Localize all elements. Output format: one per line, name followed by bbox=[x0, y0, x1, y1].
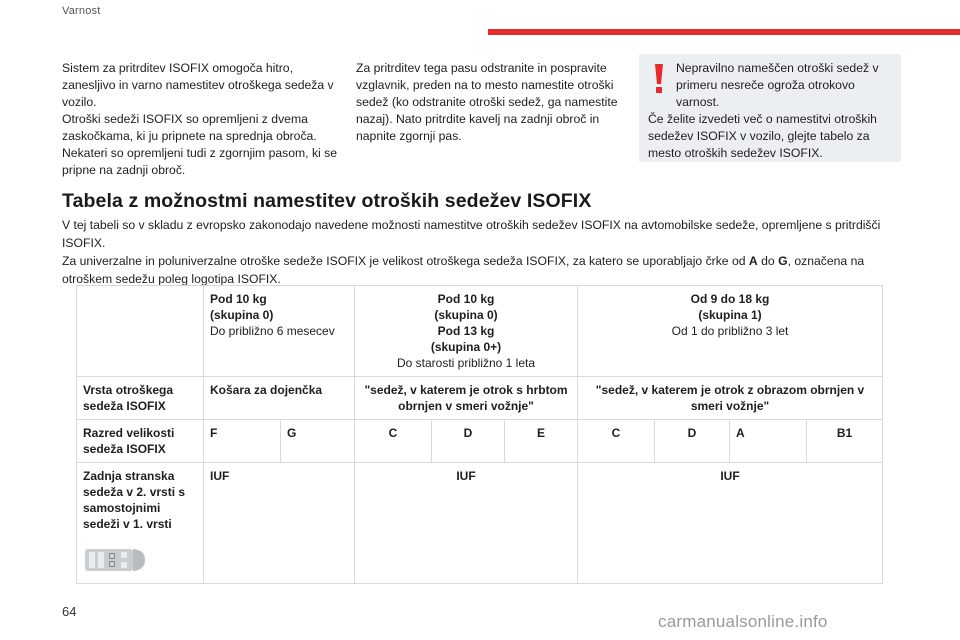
empty-header-cell bbox=[77, 286, 204, 377]
warning-text: Če želite izvedeti več o namestitvi otroških sedežev ISOFIX v vozilo, glejte tabelo za mesto otroških sedežev ISOFIX. bbox=[648, 112, 877, 160]
group-header-cell: Pod 10 kg (skupina 0) Do približno 6 mesecev bbox=[204, 286, 355, 377]
intro-paragraph: Nekateri so opremljeni tudi z zgornjim pasom, ki se pripne na zadnji obroč. bbox=[62, 146, 338, 177]
warning-box bbox=[639, 54, 901, 162]
table-cell: IUF bbox=[204, 463, 355, 584]
group-header-cell: Pod 10 kg (skupina 0) Pod 13 kg (skupina 0+) Do starosti približno 1 leta bbox=[355, 286, 578, 377]
section-header: Varnost bbox=[62, 5, 101, 17]
watermark: carmanualsonline.info bbox=[658, 612, 828, 631]
row-header: Zadnja stranska sedeža v 2. vrsti s samostojnimi sedeži v 1. vrsti bbox=[77, 463, 204, 584]
description-paragraph: V tej tabeli so v skladu z evropsko zakonodajo navedene možnosti namestitve otroških sedežev ISOFIX na avtomobilske sedeže, opremljene s pritrdišči ISOFIX. bbox=[62, 218, 881, 250]
van-seat-position-icon bbox=[83, 546, 197, 578]
section-title: Tabela z možnostmi namestitev otroških sedežev ISOFIX bbox=[62, 190, 592, 212]
intro-paragraph: Za pritrditev tega pasu odstranite in pospravite vzglavnik, preden na to mesto namestite otroški sedež (ko odstranite otroški sedež, ga namestite nazaj). Nato pritrdite kavelj na zadnji obroč in napnite zgornji pas. bbox=[356, 61, 618, 143]
table-cell: "sedež, v katerem je otrok s hrbtom obrnjen v smeri vožnje" bbox=[355, 377, 578, 420]
exclamation-icon bbox=[648, 62, 670, 96]
row-header: Razred velikosti sedeža ISOFIX bbox=[77, 420, 204, 463]
table-row-seat bbox=[77, 463, 883, 584]
isofix-table bbox=[76, 285, 883, 584]
intro-column-1 bbox=[62, 60, 342, 179]
intro-paragraph: Otroški sedeži ISOFIX so opremljeni z dvema zaskočkama, ki ju pripnete na sprednja obroča. bbox=[62, 112, 317, 143]
row-header: Vrsta otroškega sedeža ISOFIX bbox=[77, 377, 204, 420]
table-cell: C bbox=[578, 420, 655, 463]
group-header-cell: Od 9 do 18 kg (skupina 1) Od 1 do približno 3 let bbox=[578, 286, 883, 377]
section-description bbox=[62, 216, 902, 288]
header-accent-bar bbox=[488, 29, 960, 35]
table-cell: B1 bbox=[807, 420, 883, 463]
table-cell: IUF bbox=[578, 463, 883, 584]
description-paragraph: Za univerzalne in poluniverzalne otroške sedeže ISOFIX je velikost otroškega sedeža ISOFIX, za katero se uporabljajo črke od A do G, označena na otroškem sedežu poleg logotipa ISOFIX. bbox=[62, 254, 865, 286]
table-cell: E bbox=[505, 420, 578, 463]
table-cell: G bbox=[281, 420, 355, 463]
page-number: 64 bbox=[62, 604, 77, 619]
table-cell: C bbox=[355, 420, 432, 463]
intro-paragraph: Sistem za pritrditev ISOFIX omogoča hitro, zanesljivo in varno namestitev otroškega sedeža v vozilo. bbox=[62, 61, 334, 109]
table-cell: A bbox=[730, 420, 807, 463]
table-row-type bbox=[77, 377, 883, 420]
table-cell: D bbox=[655, 420, 730, 463]
intro-column-2 bbox=[356, 60, 626, 145]
table-cell: D bbox=[432, 420, 505, 463]
table-cell: F bbox=[204, 420, 281, 463]
warning-text: Nepravilno nameščen otroški sedež v primeru nesreče ogroža otrokovo varnost. bbox=[676, 61, 879, 109]
table-row-groups bbox=[77, 286, 883, 377]
table-cell: Košara za dojenčka bbox=[204, 377, 355, 420]
table-cell: "sedež, v katerem je otrok z obrazom obrnjen v smeri vožnje" bbox=[578, 377, 883, 420]
table-cell: IUF bbox=[355, 463, 578, 584]
table-row-size bbox=[77, 420, 883, 463]
